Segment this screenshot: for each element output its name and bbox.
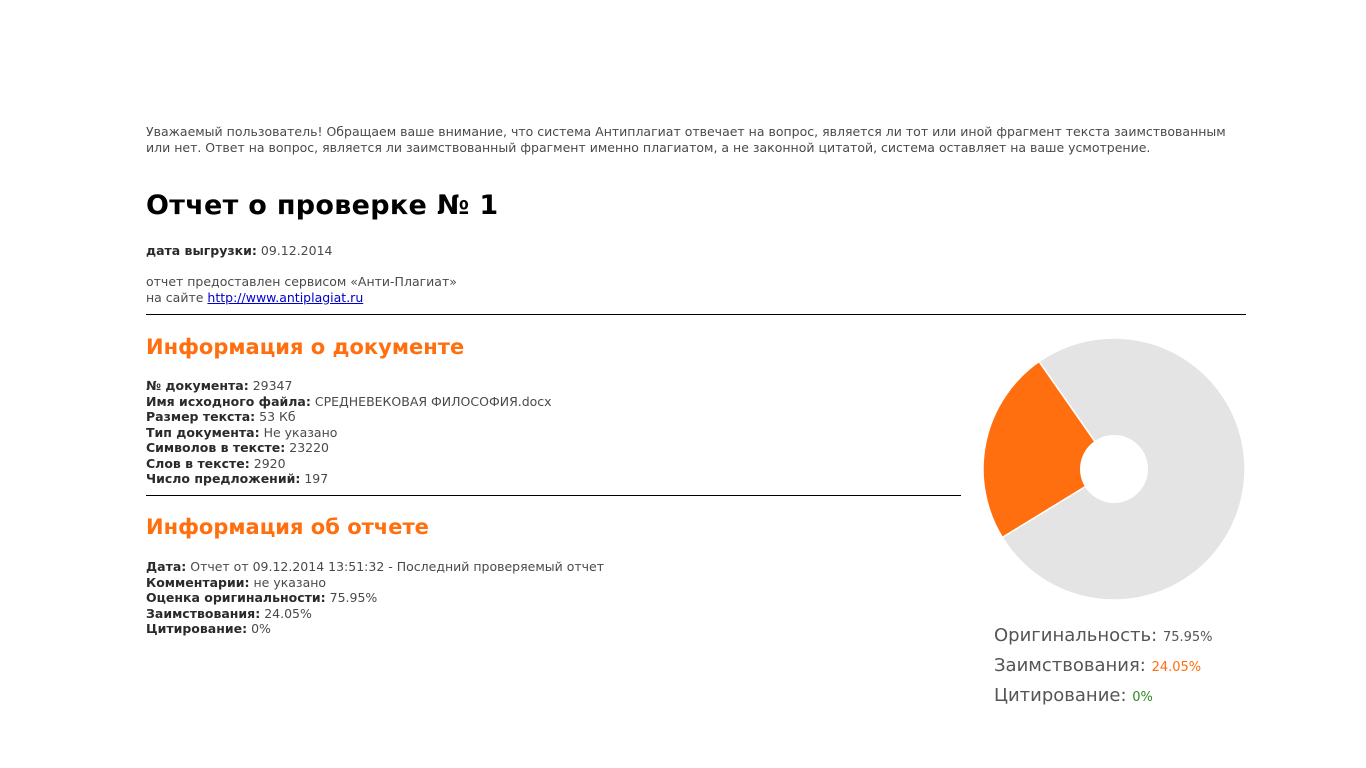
doc-number-label: № документа:: [146, 378, 249, 393]
upload-date-value: 09.12.2014: [260, 243, 333, 258]
legend-originality-value: 75.95%: [1162, 630, 1213, 645]
document-info-list: [146, 378, 552, 487]
text-size-value: 53 Кб: [259, 409, 296, 424]
citation-value: 0%: [251, 621, 271, 636]
report-date-row: [146, 559, 604, 575]
char-count-label: Символов в тексте:: [146, 440, 286, 455]
originality-pie-chart: [980, 335, 1250, 605]
text-size-label: Размер текста:: [146, 409, 256, 424]
legend-originality: [994, 622, 1213, 652]
borrowing-label: Заимствования:: [146, 605, 261, 621]
page-title: Отчет о проверке № 1: [146, 190, 499, 221]
originality-score-row: [146, 590, 604, 606]
report-date-label: Дата:: [146, 559, 187, 574]
comments-label: Комментарии:: [146, 574, 250, 590]
sentence-count-label: Число предложений:: [146, 471, 301, 486]
site-line: [146, 290, 457, 306]
legend-citation-label: Цитирование:: [994, 685, 1127, 706]
borrowing-value: 24.05%: [264, 605, 312, 621]
legend-originality-label: Оригинальность:: [994, 625, 1158, 646]
borrowing-row: [146, 606, 604, 622]
char-count-row: [146, 440, 552, 456]
header-divider: [146, 314, 1246, 315]
provider-info: [146, 274, 457, 305]
legend-borrowing-label: Заимствования:: [994, 655, 1146, 676]
sentence-count-value: 197: [304, 471, 329, 486]
report-info-list: [146, 559, 604, 637]
citation-label: Цитирование:: [146, 621, 248, 636]
doc-number-value: 29347: [252, 378, 293, 393]
text-size-row: [146, 409, 552, 425]
doc-type-value: Не указано: [263, 424, 338, 440]
report-info-heading: Информация об отчете: [146, 515, 429, 539]
report-date-value: Отчет от 09.12.2014 13:51:32 - Последний проверяемый отчет: [190, 559, 605, 574]
legend-citation-value: 0%: [1132, 690, 1153, 705]
section-divider: [146, 495, 961, 496]
pie-center-hole: [1080, 435, 1148, 503]
comments-row: [146, 575, 604, 591]
upload-date-label: дата выгрузки:: [146, 243, 257, 258]
sentence-count-row: [146, 471, 552, 487]
file-name-value: СРЕДНЕВЕКОВАЯ ФИЛОСОФИЯ.docx: [314, 393, 552, 409]
doc-number-row: [146, 378, 552, 394]
comments-value: не указано: [253, 574, 327, 590]
legend-borrowing-value: 24.05%: [1151, 660, 1202, 675]
char-count-value: 23220: [289, 440, 330, 455]
chart-legend: [994, 622, 1213, 712]
originality-score-value: 75.95%: [329, 590, 378, 605]
upload-date-line: [146, 243, 332, 259]
document-info-heading: Информация о документе: [146, 335, 465, 359]
doc-type-label: Тип документа:: [146, 424, 260, 440]
antiplagiat-link[interactable]: http://www.antiplagiat.ru: [207, 289, 364, 305]
site-prefix: на сайте: [146, 289, 204, 305]
file-name-row: [146, 394, 552, 410]
legend-borrowing: [994, 652, 1213, 682]
provided-by-text: отчет предоставлен сервисом «Анти-Плагиат»: [146, 274, 457, 289]
word-count-label: Слов в тексте:: [146, 455, 250, 471]
word-count-row: [146, 456, 552, 472]
citation-row: [146, 621, 604, 637]
doc-type-row: [146, 425, 552, 441]
legend-citation: [994, 682, 1213, 712]
word-count-value: 2920: [253, 455, 286, 471]
pie-chart-svg: [980, 335, 1250, 605]
originality-score-label: Оценка оригинальности:: [146, 590, 326, 605]
disclaimer-notice: Уважаемый пользователь! Обращаем ваше внимание, что система Антиплагиат отвечает на вопрос, является ли тот или иной фрагмент текста заимствованным или нет. Ответ на вопрос, является ли заимствованный фрагмент именно плагиатом, а не законной цитатой, система оставляет на ваше усмотрение.: [146, 124, 1226, 155]
file-name-label: Имя исходного файла:: [146, 393, 311, 409]
